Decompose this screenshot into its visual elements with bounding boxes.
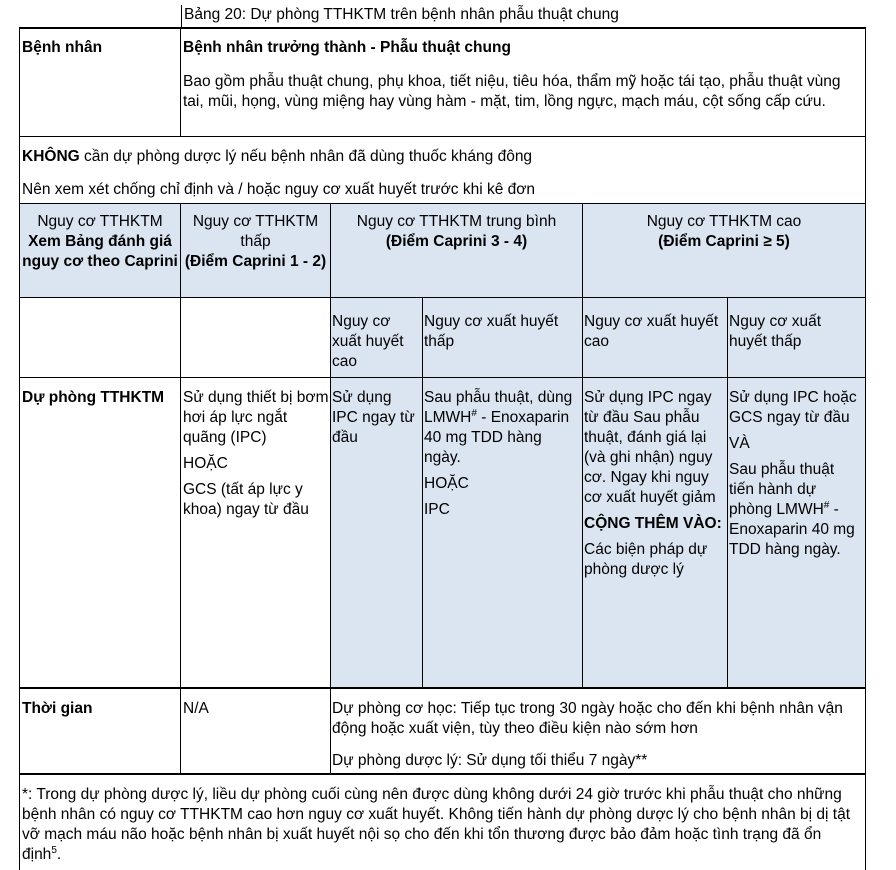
patient-heading: [183, 38, 863, 58]
prophylaxis-low-gcs: GCS (tất áp lực y khoa) ngay từ đầu: [183, 481, 309, 518]
table-title: Bảng 20: Dự phòng TTHKTM trên bệnh nhân phẫu thuật chung: [181, 5, 884, 27]
prophylaxis-high-high-ipc: Sử dụng IPC ngay từ đầu Sau phẫu thuật, đánh giá lại (và ghi nhận) nguy cơ. Ngay khi nguy cơ xuất huyết giảm: [584, 389, 716, 506]
prophylaxis-mid-high-bleed: Sử dụng IPC ngay từ đầu: [332, 389, 415, 446]
prophylaxis-mid-low-ipc: IPC: [424, 501, 450, 518]
patient-heading-text: Bệnh nhân trưởng thành - Phẫu thuật chung: [183, 39, 511, 56]
header-mid-score: (Điểm Caprini 3 - 4): [385, 233, 528, 250]
prophylaxis-mid-low-lmwh-text: Sau phẫu thuật, dùng LMWH: [424, 389, 573, 426]
prophylaxis-high-low-and: VÀ: [729, 435, 750, 452]
header-risk-ref: Xem Bảng đánh giá nguy cơ theo Caprini: [22, 233, 178, 270]
rule: [180, 27, 181, 137]
prophylaxis-mid-low-or: HOẶC: [424, 475, 469, 492]
header-high: [584, 212, 864, 252]
rule: [19, 27, 20, 870]
prophylaxis-mid-low-lmwh: [424, 388, 580, 468]
subheader-high-high-bleed: Nguy cơ xuất huyết cao: [584, 313, 719, 350]
footnote-end: .: [56, 846, 62, 863]
rule: [19, 687, 866, 689]
no-prophylaxis-text: cần dự phòng dược lý nếu bệnh nhân đã dùng thuốc kháng đông: [79, 148, 533, 165]
header-low-score: (Điểm Caprini 1 - 2): [184, 253, 327, 270]
duration-label: [22, 699, 177, 719]
prophylaxis-high-low-lmwh: [729, 460, 863, 560]
rule: [865, 27, 866, 870]
header-mid-label: Nguy cơ TTHKTM trung bình: [356, 213, 557, 230]
rule: [330, 203, 331, 774]
header-low-label: Nguy cơ TTHKTM thấp: [192, 213, 319, 250]
duration-mechanical: Dự phòng cơ học: Tiếp tục trong 30 ngày hoặc cho đến khi bệnh nhân vận động hoặc xuất viện, tùy theo điều kiện nào sớm hơn: [332, 700, 843, 737]
rule: [582, 203, 583, 689]
prophylaxis-low-device: Sử dụng thiết bị bơm hơi áp lực ngắt quãng (IPC): [183, 389, 329, 446]
header-low: [182, 212, 329, 272]
prophylaxis-mid-low-bleed: [424, 388, 580, 520]
prophylaxis-high-low-ipc: Sử dụng IPC hoặc GCS ngay từ đầu: [729, 389, 857, 426]
rule: [19, 136, 866, 137]
prophylaxis-high-high-bleed: [584, 388, 724, 580]
prophylaxis-high-low-bleed: [729, 388, 863, 560]
prophylaxis-low-or: HOẶC: [183, 455, 228, 472]
prophylaxis-high-low-lmwh-dose: - Enoxaparin 40 mg TDD hàng ngày.: [729, 501, 855, 558]
patient-label: [22, 38, 177, 58]
prophylaxis-mid-low-lmwh-dose: - Enoxaparin 40 mg TDD hàng ngày.: [424, 409, 570, 466]
prophylaxis-high-high-plus: CỘNG THÊM VÀO:: [584, 515, 722, 532]
rule: [19, 27, 866, 29]
subheader-mid-low-bleed: Nguy cơ xuất huyết thấp: [424, 313, 559, 350]
prophylaxis-label: [22, 388, 177, 408]
patient-label-text: Bệnh nhân: [22, 39, 103, 56]
header-high-label: Nguy cơ TTHKTM cao: [646, 213, 802, 230]
prophylaxis-label-text: Dự phòng TTHKTM: [22, 389, 165, 406]
prophylaxis-high-high-pharm: Các biện pháp dự phòng dược lý: [584, 541, 708, 578]
duration-low: N/A: [183, 700, 209, 717]
footnote: [22, 785, 864, 865]
subheader-mid-high-bleed: Nguy cơ xuất huyết cao: [332, 313, 404, 370]
duration-pharmacological: Dự phòng dược lý: Sử dụng tối thiểu 7 ngày**: [332, 752, 648, 769]
footnote-ref: 5: [51, 844, 57, 856]
footnote-text: *: Trong dự phòng dược lý, liều dự phòng cuối cùng nên được dùng không dưới 24 giờ trước khi phẫu thuật cho những bệnh nhân có nguy cơ TTHKTM cao hơn nguy cơ xuất huyết. Không tiến hành dự phòng dược lý cho bệnh nhân bị dị tật vỡ mạch máu não hoặc bệnh nhân bị xuất huyết nội sọ cho đến khi tổn thương được bảo đảm hoặc tình trạng đã ổn định: [22, 786, 851, 863]
header-mid: [332, 212, 581, 252]
prophylaxis-mid-low-sup: #: [471, 407, 477, 419]
no-prophylaxis-bold: KHÔNG: [22, 148, 80, 165]
duration-label-text: Thời gian: [22, 700, 93, 717]
rule: [19, 773, 866, 775]
rule: [180, 203, 181, 774]
header-risk-label: Nguy cơ TTHKTM: [37, 213, 163, 230]
prophylaxis-high-low-lmwh-text: Sau phẫu thuật tiến hành dự phòng LMWH: [729, 461, 835, 518]
header-high-score: (Điểm Caprini ≥ 5): [658, 233, 790, 250]
contraindication-note: Nên xem xét chống chỉ định và / hoặc nguy cơ xuất huyết trước khi kê đơn: [22, 181, 536, 198]
no-prophylaxis-note: [22, 147, 862, 167]
header-risk: [21, 212, 179, 272]
rule: [19, 377, 866, 378]
patient-description: Bao gồm phẫu thuật chung, phụ khoa, tiết niệu, tiêu hóa, thẩm mỹ hoặc tái tạo, phẫu thuật vùng tai, mũi, họng, vùng miệng hay vùng hàm - mặt, tim, lồng ngực, mạch máu, cột sống cấp cứu.: [183, 73, 841, 110]
prophylaxis-high-low-sup: #: [823, 499, 830, 511]
rule: [727, 297, 728, 689]
rule: [19, 297, 866, 298]
subheader-high-low-bleed: Nguy cơ xuất huyết thấp: [729, 313, 822, 350]
rule: [19, 203, 866, 204]
prophylaxis-low: [183, 388, 329, 520]
rule: [422, 297, 423, 689]
